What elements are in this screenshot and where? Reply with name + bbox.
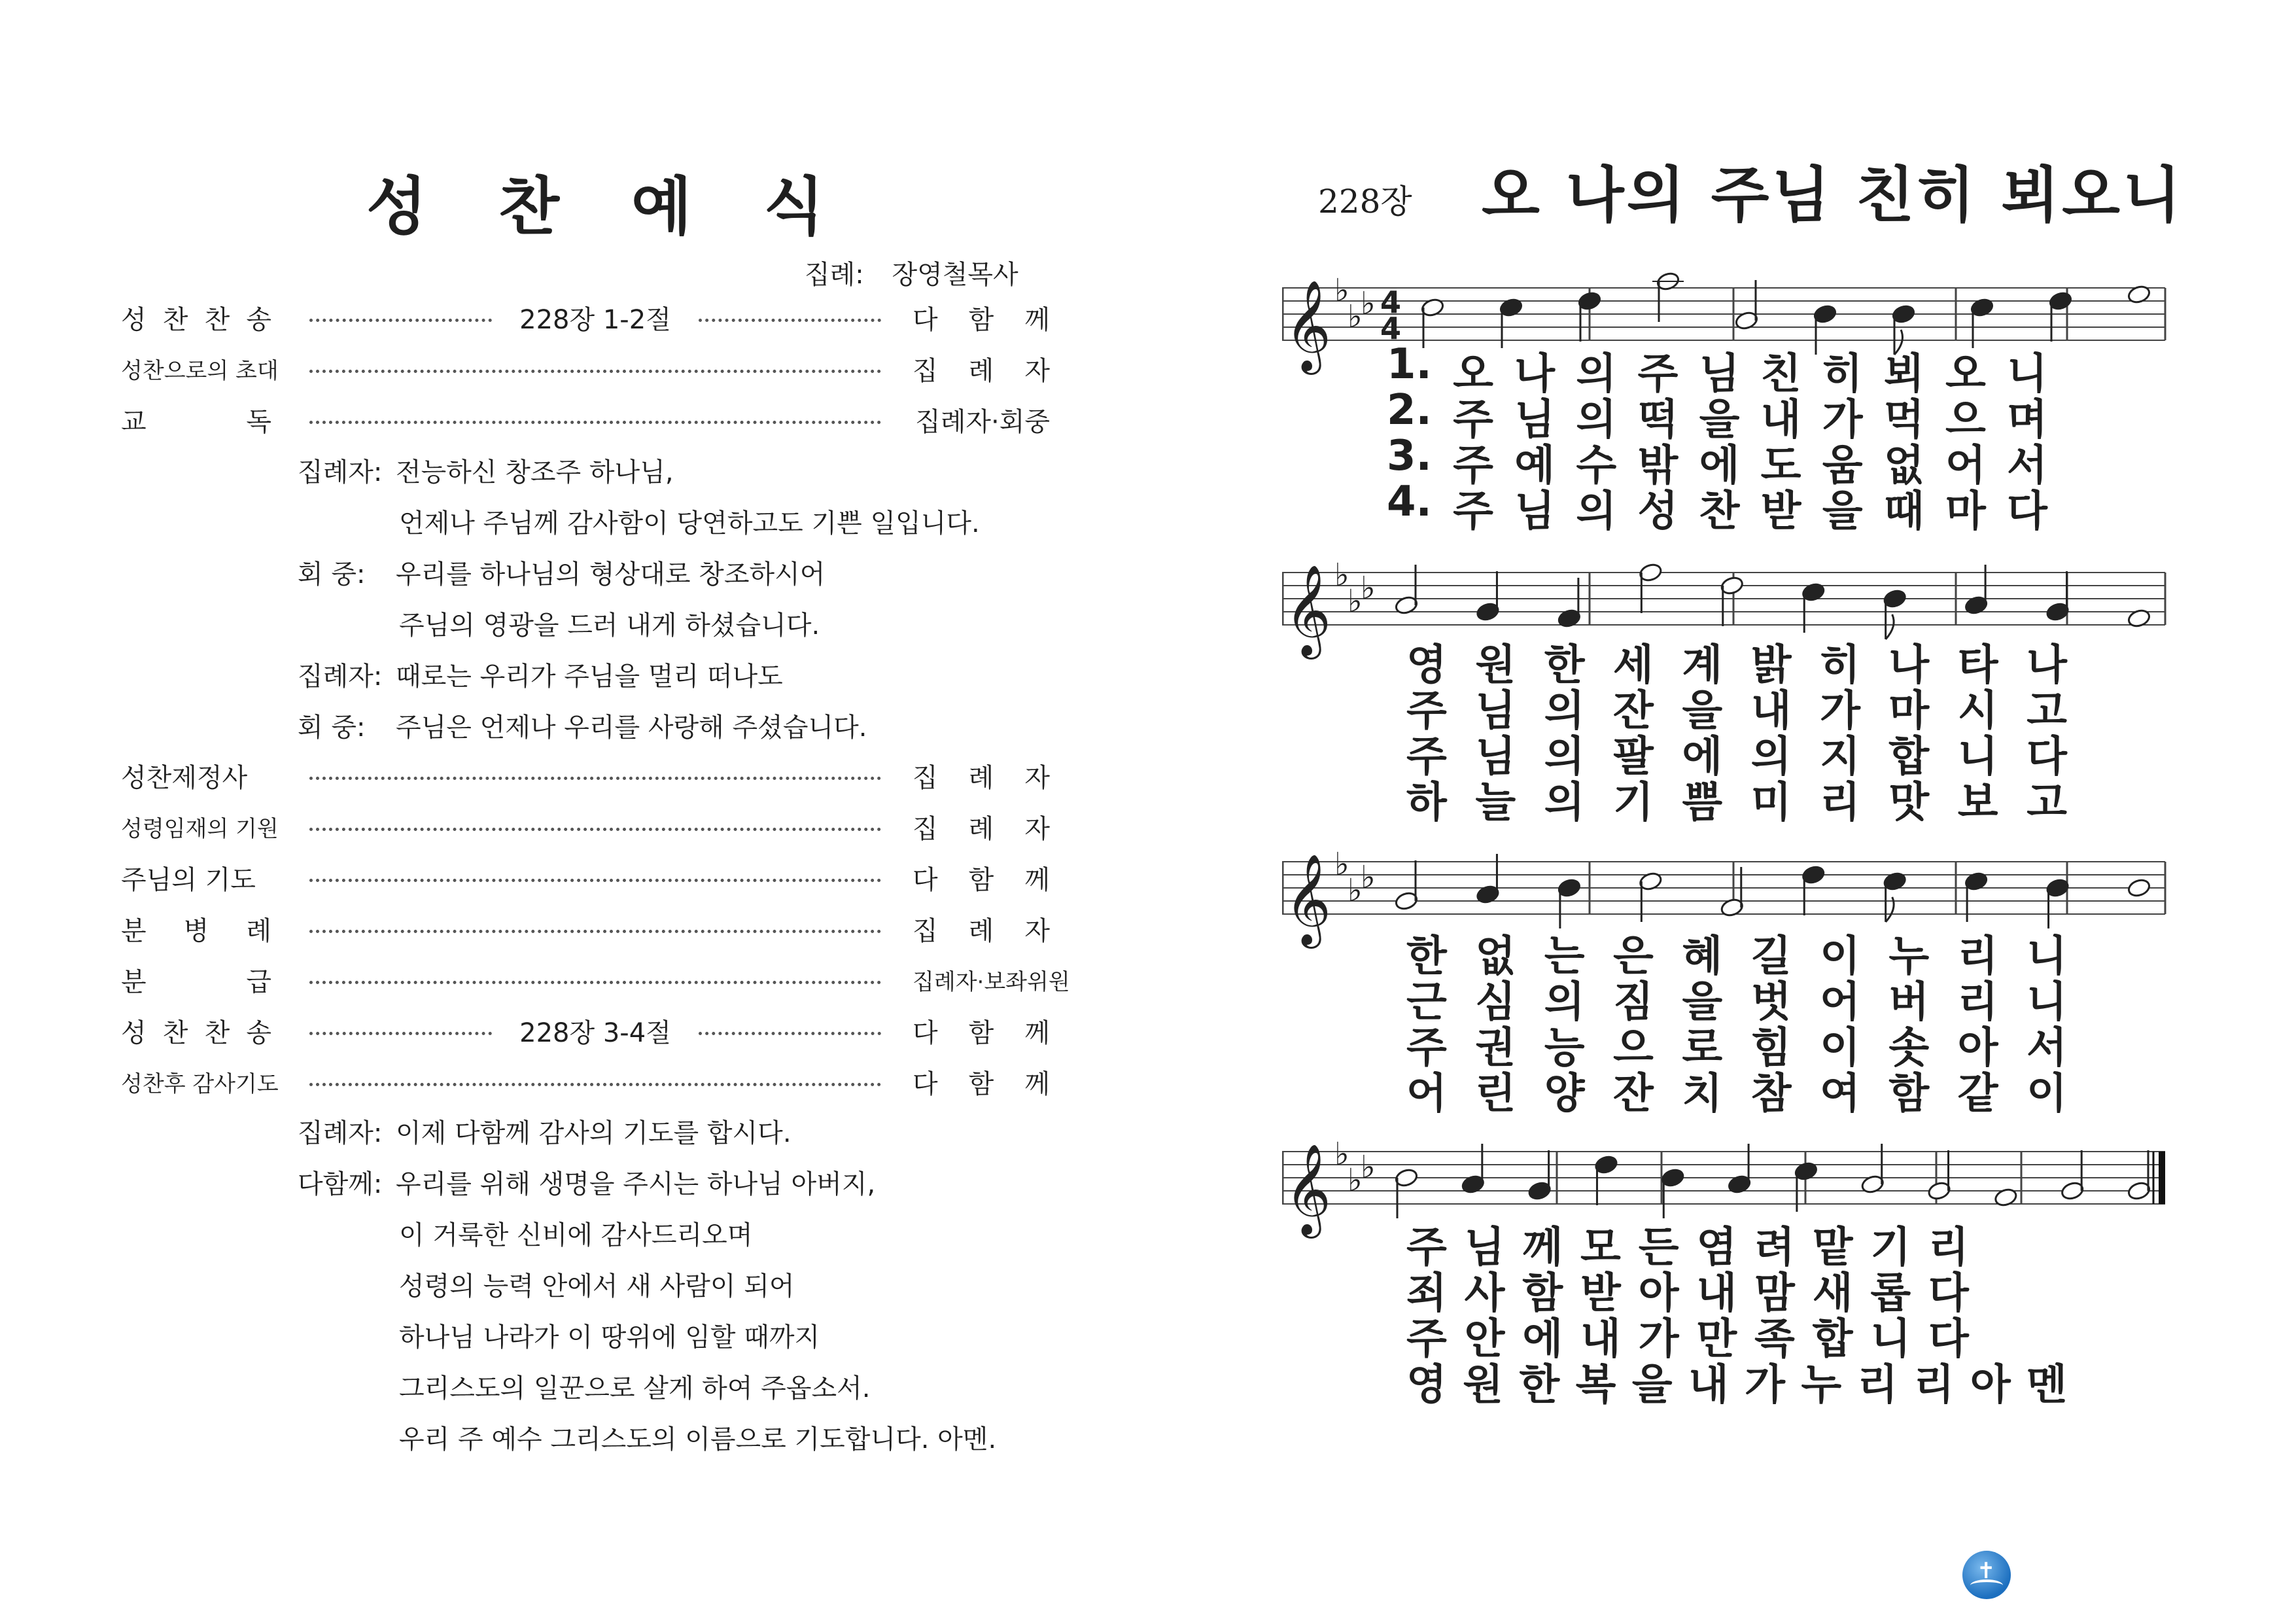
lyric-line xyxy=(1406,1060,2067,1118)
lyric-syllable: 을 xyxy=(1682,978,1723,1027)
lyric-syllable: 주 xyxy=(1453,442,1493,490)
dialog-line xyxy=(298,453,674,492)
flat-icon: ♭ xyxy=(1348,872,1363,909)
lyric-syllable: 다 xyxy=(2007,487,2047,536)
order-row xyxy=(121,1011,1050,1050)
lyric-line xyxy=(1406,1305,1969,1364)
lyric-syllable: 밝 xyxy=(1750,641,1792,690)
lyric-syllable: 다 xyxy=(1928,1315,1969,1364)
lyric-syllable: 짐 xyxy=(1613,978,1654,1027)
lyric-syllable: 어 xyxy=(1820,978,1860,1027)
lyric-syllable: 아 xyxy=(1638,1269,1679,1318)
flat-icon: ♭ xyxy=(1348,583,1363,620)
dialog-text: 이제 다함께 감사의 기도를 합시다. xyxy=(396,1118,791,1148)
order-row xyxy=(121,298,1050,337)
lyric-syllable: 맡 xyxy=(1812,1224,1853,1272)
lyric-syllable: 여 xyxy=(1820,1070,1860,1118)
lyric-syllable: 서 xyxy=(2026,1024,2067,1072)
lyric-syllable: 잔 xyxy=(1613,1070,1654,1118)
lyric-syllable: 나 xyxy=(1514,350,1556,398)
dialog-line xyxy=(298,555,825,594)
speaker-label: 집례자: xyxy=(298,1118,383,1148)
note-head xyxy=(1994,1187,2019,1208)
officiant-name: 장영철목사 xyxy=(892,260,1018,290)
lyric-syllable: 어 xyxy=(1406,1070,1447,1118)
dot-leader xyxy=(309,828,881,831)
lyric-syllable: 리 xyxy=(1957,932,1998,981)
lyric-syllable: 가 xyxy=(1820,687,1860,735)
speaker-label: 회 중: xyxy=(298,713,366,743)
lyric-syllable: 주 xyxy=(1406,733,1447,781)
note-head xyxy=(2127,608,2151,629)
order-label: 성 찬 찬 송 xyxy=(121,304,271,335)
lyric-syllable: 을 xyxy=(1699,396,1740,444)
lyric-syllable: 아 xyxy=(1970,1361,2011,1409)
lyric-syllable: 누 xyxy=(1801,1361,1842,1409)
speaker-label: 회 중: xyxy=(298,559,366,590)
lyric-syllable: 이 xyxy=(2026,1070,2067,1118)
lyric-syllable: 영 xyxy=(1406,641,1447,690)
dialog-continuation: 하나님 나라가 이 땅위에 임할 때까지 xyxy=(399,1322,820,1352)
church-logo-icon xyxy=(1962,1551,2011,1599)
lyric-syllable: 고 xyxy=(2026,687,2067,735)
lyric-syllable: 벗 xyxy=(1750,978,1792,1027)
lyric-syllable: 움 xyxy=(1822,442,1863,490)
lyric-syllable: 1. xyxy=(1387,340,1432,389)
lyric-syllable: 니 xyxy=(2026,932,2067,981)
lyric-syllable: 나 xyxy=(1888,641,1930,690)
order-role: 다 함 께 xyxy=(913,864,1050,895)
lyric-syllable: 의 xyxy=(1544,733,1585,781)
title-char: 찬 xyxy=(498,170,560,243)
lyric-syllable: 만 xyxy=(1696,1315,1737,1364)
lyric-syllable: 합 xyxy=(1812,1315,1853,1364)
lyric-syllable: 3. xyxy=(1387,432,1432,480)
lyric-syllable: 죄 xyxy=(1406,1269,1447,1318)
lyric-syllable: 맘 xyxy=(1754,1269,1795,1318)
dialog-text: 전능하신 창조주 하나님, xyxy=(396,457,674,487)
lyric-line xyxy=(1406,631,2067,690)
lyric-syllable: 내 xyxy=(1750,687,1792,735)
note-head xyxy=(2127,284,2151,305)
lyric-syllable: 영 xyxy=(1406,1361,1447,1409)
lyric-syllable: 님 xyxy=(1514,396,1556,444)
lyric-syllable: 때 xyxy=(1883,487,1924,536)
lyric-syllable: 주 xyxy=(1637,350,1679,398)
lyric-syllable: 히 xyxy=(1820,641,1860,690)
lyric-syllable: 기 xyxy=(1613,779,1654,827)
lyric-syllable: 한 xyxy=(1544,641,1585,690)
speaker-label: 집례자: xyxy=(298,662,383,692)
dialog-line xyxy=(298,1114,791,1153)
lyric-syllable: 다 xyxy=(2026,733,2067,781)
order-label: 성령임재의 기원 xyxy=(121,815,279,842)
lyric-syllable: 나 xyxy=(2026,641,2067,690)
flat-icon: ♭ xyxy=(1361,859,1376,896)
flat-icon: ♭ xyxy=(1361,1149,1376,1186)
dialog-text: 우리를 하나님의 형상대로 창조하시어 xyxy=(396,559,826,590)
dialog-line xyxy=(298,1165,875,1204)
order-row xyxy=(121,807,1050,846)
treble-clef-icon: 𝄞 xyxy=(1285,280,1331,371)
treble-clef-icon: 𝄞 xyxy=(1285,854,1331,945)
lyric-syllable: 주 xyxy=(1453,396,1493,444)
order-label: 성찬으로의 초대 xyxy=(121,357,279,384)
hymn-reference: 228장 1-2절 xyxy=(519,304,671,335)
lyric-syllable: 오 xyxy=(1945,350,1986,398)
cross-icon: ✝ xyxy=(1977,1558,1996,1584)
treble-clef-icon: 𝄞 xyxy=(1285,1144,1331,1235)
lyric-syllable: 원 xyxy=(1463,1361,1504,1409)
lyric-syllable: 며 xyxy=(2007,396,2047,444)
lyric-syllable: 족 xyxy=(1754,1315,1795,1364)
lyric-syllable: 양 xyxy=(1544,1070,1585,1118)
order-label: 성찬후 감사기도 xyxy=(121,1070,279,1097)
lyric-line xyxy=(1406,1014,2067,1072)
lyric-syllable: 늘 xyxy=(1475,779,1516,827)
lyric-syllable: 지 xyxy=(1820,733,1860,781)
lyric-syllable: 버 xyxy=(1888,978,1930,1027)
lyric-syllable: 을 xyxy=(1682,687,1723,735)
order-role: 다 함 께 xyxy=(913,1068,1050,1099)
lyric-syllable: 팔 xyxy=(1613,733,1654,781)
lyric-syllable: 님 xyxy=(1514,487,1556,536)
dialog-line xyxy=(298,657,783,696)
lyric-syllable: 고 xyxy=(2026,779,2067,827)
lyric-syllable: 마 xyxy=(1888,687,1930,735)
lyric-syllable: 의 xyxy=(1544,978,1585,1027)
lyric-line xyxy=(1387,478,2047,536)
order-row xyxy=(121,756,1050,795)
lyric-line xyxy=(1406,923,2067,981)
lyric-syllable: 멘 xyxy=(2026,1361,2067,1409)
dot-leader xyxy=(309,421,881,424)
lyric-syllable: 함 xyxy=(1522,1269,1563,1318)
lyric-syllable: 원 xyxy=(1475,641,1516,690)
lyric-syllable: 아 xyxy=(1957,1024,1998,1072)
dot-leader xyxy=(699,319,881,322)
lyric-syllable: 오 xyxy=(1453,350,1493,398)
title-char: 성 xyxy=(366,170,427,243)
lyric-syllable: 에 xyxy=(1699,442,1740,490)
lyric-syllable: 한 xyxy=(1519,1361,1560,1409)
lyric-syllable: 솟 xyxy=(1888,1024,1930,1072)
lyric-syllable: 을 xyxy=(1822,487,1863,536)
dot-leader xyxy=(309,930,881,933)
lyric-syllable: 내 xyxy=(1696,1269,1737,1318)
lyric-syllable: 내 xyxy=(1688,1361,1729,1409)
lyric-syllable: 권 xyxy=(1475,1024,1516,1072)
dialog-continuation: 주님의 영광을 드러 내게 하셨습니다. xyxy=(399,610,820,641)
lyric-syllable: 2. xyxy=(1387,386,1432,434)
lyric-syllable: 니 xyxy=(2026,978,2067,1027)
speaker-label: 다함께: xyxy=(298,1169,383,1199)
lyric-syllable: 심 xyxy=(1475,978,1516,1027)
lyric-syllable: 가 xyxy=(1745,1361,1785,1409)
order-role: 다 함 께 xyxy=(913,1017,1050,1048)
lyric-syllable: 주 xyxy=(1406,1024,1447,1072)
lyric-syllable: 없 xyxy=(1475,932,1516,981)
lyric-syllable: 수 xyxy=(1576,442,1617,490)
flat-icon: ♭ xyxy=(1361,570,1376,607)
lyric-syllable: 치 xyxy=(1682,1070,1723,1118)
lyric-line xyxy=(1406,769,2067,827)
lyric-syllable: 사 xyxy=(1464,1269,1505,1318)
lyric-syllable: 이 xyxy=(1820,1024,1860,1072)
final-barline-thick xyxy=(2159,1152,2165,1204)
dot-leader xyxy=(309,1032,492,1035)
lyric-syllable: 은 xyxy=(1613,932,1654,981)
lyric-syllable: 도 xyxy=(1760,442,1801,490)
lyric-syllable: 리 xyxy=(1857,1361,1898,1409)
lyric-syllable: 서 xyxy=(2007,442,2047,490)
order-role: 집 례 자 xyxy=(913,355,1050,386)
lyric-syllable: 에 xyxy=(1682,733,1723,781)
flat-icon: ♭ xyxy=(1361,285,1376,322)
lyric-syllable: 님 xyxy=(1475,733,1516,781)
lyric-line xyxy=(1387,386,2047,444)
order-role: 집 례 자 xyxy=(913,813,1050,844)
lyric-syllable: 린 xyxy=(1475,1070,1516,1118)
lyric-syllable: 로 xyxy=(1682,1024,1723,1072)
lyric-line xyxy=(1406,1351,2067,1409)
dot-leader xyxy=(699,1032,881,1035)
lyric-syllable: 으 xyxy=(1945,396,1986,444)
dialog-text: 우리를 위해 생명을 주시는 하나님 아버지, xyxy=(396,1169,876,1199)
lyric-syllable: 보 xyxy=(1957,779,1998,827)
lyric-syllable: 내 xyxy=(1760,396,1801,444)
lyric-syllable: 의 xyxy=(1576,487,1617,536)
lyric-syllable: 주 xyxy=(1406,687,1447,735)
lyric-syllable: 주 xyxy=(1453,487,1493,536)
lyric-syllable: 에 xyxy=(1522,1315,1563,1364)
dot-leader xyxy=(309,370,881,373)
time-signature-bottom: 4 xyxy=(1380,311,1402,346)
lyric-syllable: 힘 xyxy=(1750,1024,1792,1072)
hymn-reference: 228장 3-4절 xyxy=(519,1017,671,1048)
flat-icon: ♭ xyxy=(1334,1136,1349,1173)
lyric-syllable: 같 xyxy=(1957,1070,1998,1118)
order-role: 집 례 자 xyxy=(913,915,1050,946)
lyric-syllable: 마 xyxy=(1945,487,1986,536)
lyric-syllable: 어 xyxy=(1945,442,1986,490)
lyric-syllable: 뵈 xyxy=(1883,350,1924,398)
lyric-syllable: 내 xyxy=(1580,1315,1621,1364)
lyric-syllable: 가 xyxy=(1822,396,1863,444)
dot-leader xyxy=(309,319,492,322)
dialog-text: 주님은 언제나 우리를 사랑해 주셨습니다. xyxy=(396,713,867,743)
lyric-syllable: 근 xyxy=(1406,978,1447,1027)
order-row xyxy=(121,400,1050,439)
lyric-syllable: 먹 xyxy=(1883,396,1924,444)
order-role: 다 함 께 xyxy=(913,304,1050,335)
lyric-syllable: 니 xyxy=(1870,1315,1911,1364)
hymn-title: 오 나의 주님 친히 뵈오니 xyxy=(1482,160,2183,230)
lyric-syllable: 염 xyxy=(1696,1224,1737,1272)
lyric-syllable: 님 xyxy=(1699,350,1740,398)
lyric-syllable: 타 xyxy=(1957,641,1998,690)
lyric-line xyxy=(1406,1214,1969,1272)
lyric-syllable: 니 xyxy=(2007,350,2047,398)
lyric-syllable: 리 xyxy=(1957,978,1998,1027)
dialog-continuation: 우리 주 예수 그리스도의 이름으로 기도합니다. 아멘. xyxy=(399,1424,997,1455)
dot-leader xyxy=(309,879,881,882)
order-row xyxy=(121,909,1050,948)
lyric-syllable: 롭 xyxy=(1870,1269,1911,1318)
dot-leader xyxy=(309,1083,881,1086)
lyric-syllable: 기 xyxy=(1870,1224,1911,1272)
lyric-syllable: 없 xyxy=(1883,442,1924,490)
lyric-syllable: 시 xyxy=(1957,687,1998,735)
lyric-syllable: 능 xyxy=(1544,1024,1585,1072)
lyric-syllable: 주 xyxy=(1406,1224,1447,1272)
order-label: 성찬제정사 xyxy=(121,762,248,793)
flat-icon: ♭ xyxy=(1348,298,1363,335)
flat-icon: ♭ xyxy=(1334,557,1349,593)
flat-icon: ♭ xyxy=(1348,1162,1363,1199)
lyric-syllable: 받 xyxy=(1760,487,1801,536)
logo-arc xyxy=(1970,1580,2003,1591)
lyric-syllable: 이 xyxy=(1820,932,1860,981)
officiant-label: 집례: xyxy=(805,260,864,290)
order-row xyxy=(121,349,1050,388)
lyric-line xyxy=(1387,432,2047,490)
order-row xyxy=(121,960,1070,999)
hymn-number: 228장 xyxy=(1318,183,1412,221)
lyric-syllable: 미 xyxy=(1750,779,1792,827)
lyric-syllable: 의 xyxy=(1544,687,1585,735)
order-row xyxy=(121,1062,1050,1101)
lyric-syllable: 니 xyxy=(1957,733,1998,781)
title-char: 예 xyxy=(631,170,692,243)
lyric-syllable: 예 xyxy=(1514,442,1556,490)
lyric-syllable: 혜 xyxy=(1682,932,1723,981)
lyric-syllable: 안 xyxy=(1464,1315,1505,1364)
lyric-syllable: 든 xyxy=(1638,1224,1679,1272)
dialog-continuation: 성령의 능력 안에서 새 사람이 되어 xyxy=(399,1271,795,1301)
lyric-syllable: 가 xyxy=(1638,1315,1679,1364)
lyric-syllable: 떡 xyxy=(1637,396,1679,444)
lyric-syllable: 하 xyxy=(1406,779,1447,827)
lyric-syllable: 복 xyxy=(1575,1361,1616,1409)
lyric-syllable: 의 xyxy=(1750,733,1792,781)
dialog-continuation: 그리스도의 일꾼으로 살게 하여 주옵소서. xyxy=(399,1373,871,1403)
order-label: 성 찬 찬 송 xyxy=(121,1017,271,1048)
lyric-syllable: 함 xyxy=(1888,1070,1930,1118)
lyric-syllable: 주 xyxy=(1406,1315,1447,1364)
lyric-syllable: 의 xyxy=(1544,779,1585,827)
lyric-syllable: 맛 xyxy=(1888,779,1930,827)
lyric-syllable: 리 xyxy=(1820,779,1860,827)
lyric-syllable: 을 xyxy=(1631,1361,1673,1409)
lyric-syllable: 는 xyxy=(1544,932,1585,981)
lyric-syllable: 님 xyxy=(1475,687,1516,735)
lyric-syllable: 모 xyxy=(1580,1224,1621,1272)
note-head xyxy=(2127,877,2151,898)
lyric-syllable: 의 xyxy=(1576,350,1617,398)
flat-icon: ♭ xyxy=(1334,846,1349,883)
order-label: 분 병 례 xyxy=(121,915,271,946)
right-page xyxy=(1148,0,2296,1624)
lyric-line xyxy=(1406,723,2067,781)
speaker-label: 집례자: xyxy=(298,457,383,487)
lyric-syllable: 친 xyxy=(1760,350,1801,398)
lyric-line xyxy=(1406,1260,1969,1318)
lyric-line xyxy=(1387,340,2047,398)
lyric-syllable: 리 xyxy=(1913,1361,1955,1409)
order-row xyxy=(121,858,1050,897)
order-label: 분 급 xyxy=(121,966,271,997)
order-label: 교 독 xyxy=(121,406,271,437)
dialog-text: 때로는 우리가 주님을 멀리 떠나도 xyxy=(396,662,783,692)
order-role: 집 례 자 xyxy=(913,762,1050,793)
dialog-continuation: 언제나 주님께 감사함이 당연하고도 기쁜 일입니다. xyxy=(399,508,980,538)
lyric-syllable: 찬 xyxy=(1699,487,1740,536)
lyric-syllable: 다 xyxy=(1928,1269,1969,1318)
lyric-line xyxy=(1406,677,2067,735)
lyric-syllable: 리 xyxy=(1928,1224,1969,1272)
officiant-line xyxy=(805,254,1018,291)
lyric-syllable: 참 xyxy=(1750,1070,1792,1118)
lyric-syllable: 세 xyxy=(1613,641,1654,690)
page-title xyxy=(366,157,824,247)
order-role: 집례자·회중 xyxy=(915,406,1050,437)
lyric-syllable: 누 xyxy=(1888,932,1930,981)
lyric-syllable: 잔 xyxy=(1613,687,1654,735)
dot-leader xyxy=(309,777,881,780)
lyric-syllable: 한 xyxy=(1406,932,1447,981)
lyric-syllable: 길 xyxy=(1750,932,1792,981)
lyric-syllable: 합 xyxy=(1888,733,1930,781)
lyric-syllable: 새 xyxy=(1812,1269,1853,1318)
lyric-syllable: 의 xyxy=(1576,396,1617,444)
lyric-syllable: 님 xyxy=(1464,1224,1505,1272)
lyric-line xyxy=(1406,968,2067,1027)
title-char: 식 xyxy=(763,170,824,243)
lyric-syllable: 계 xyxy=(1682,641,1723,690)
dialog-line xyxy=(298,708,867,747)
lyric-syllable: 4. xyxy=(1387,478,1432,526)
dot-leader xyxy=(309,981,881,984)
order-label: 주님의 기도 xyxy=(121,864,256,895)
dialog-continuation: 이 거룩한 신비에 감사드리오며 xyxy=(399,1220,753,1250)
time-signature-top: 4 xyxy=(1380,285,1402,320)
order-role: 집례자·보좌위원 xyxy=(913,968,1070,995)
lyric-syllable: 려 xyxy=(1754,1224,1795,1272)
lyric-syllable: 쁨 xyxy=(1682,779,1723,827)
lyric-syllable: 께 xyxy=(1522,1224,1563,1272)
treble-clef-icon: 𝄞 xyxy=(1285,565,1331,656)
lyric-syllable: 밖 xyxy=(1637,442,1679,490)
lyric-syllable: 히 xyxy=(1822,350,1863,398)
lyric-syllable: 으 xyxy=(1613,1024,1654,1072)
flat-icon: ♭ xyxy=(1334,272,1349,309)
lyric-syllable: 성 xyxy=(1637,487,1679,536)
lyric-syllable: 받 xyxy=(1580,1269,1621,1318)
